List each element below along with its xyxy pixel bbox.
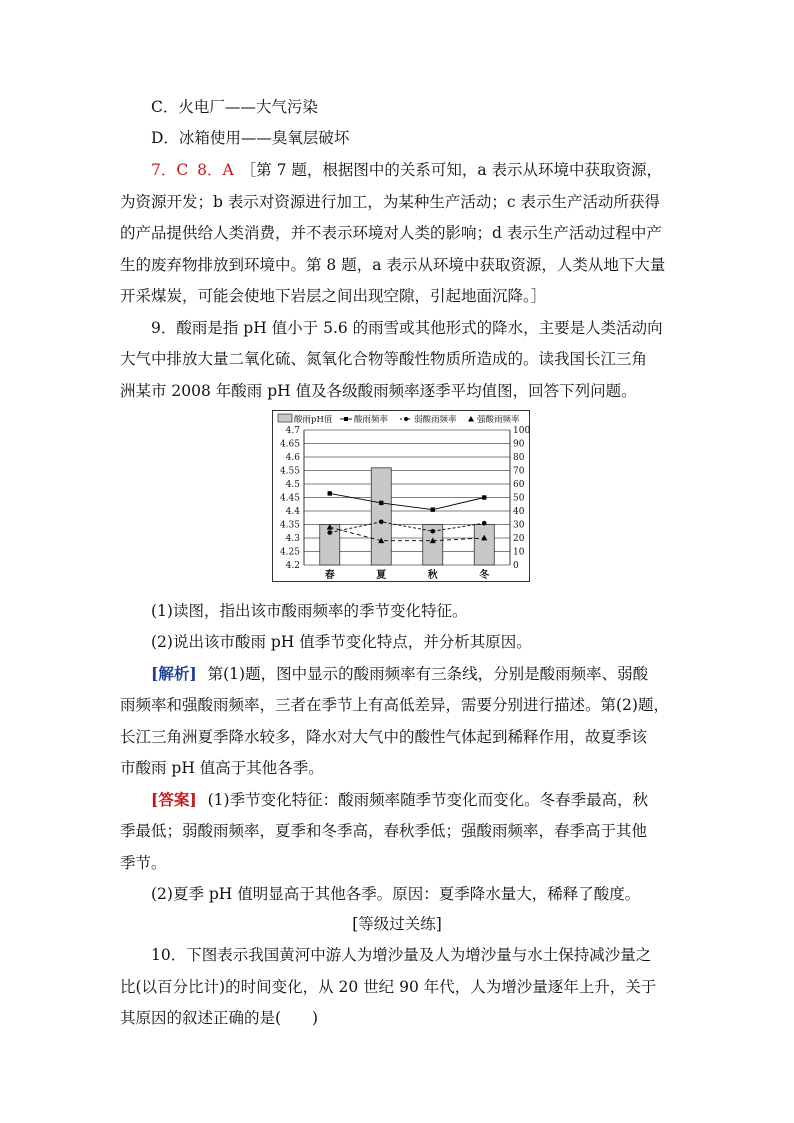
legend-marker-square	[344, 417, 348, 421]
x-category-label: 夏	[376, 570, 387, 581]
q9-stem: 大气中排放大量二氧化硫、氮氧化合物等酸性物质所造成的。读我国长江三角	[120, 350, 648, 368]
q7-q8-explanation: 生的废弃物排放到环境中。第 8 题，a 表示从环境中获取资源，人类从地下大量	[120, 256, 666, 274]
analysis-text: 雨频率和强酸雨频率，三者在季节上有高低差异，需要分别进行描述。第(2)题，	[120, 696, 669, 714]
analysis-text: 第(1)题，图中显示的酸雨频率有三条线，分别是酸雨频率、弱酸	[207, 665, 649, 683]
series-line	[330, 522, 485, 533]
legend-marker-dot	[404, 417, 408, 421]
analysis-tag: [解析]	[151, 664, 197, 683]
q7-q8-explanation: 的产品提供给人类消费，并不表示环境对人类的影响；d 表示生产活动过程中产	[120, 224, 662, 242]
y-left-tick-label: 4.55	[279, 466, 300, 477]
series-point-square	[328, 491, 332, 495]
legend-label: 酸雨pH值	[294, 415, 333, 425]
y-left-tick-label: 4.5	[285, 480, 300, 490]
series-point-square	[431, 507, 435, 511]
y-right-tick-label: 60	[513, 480, 525, 490]
analysis-text: 长江三角洲夏季降水较多，降水对大气中的酸性气体起到稀释作用，故夏季该	[120, 728, 648, 746]
q7-q8-answer-line	[151, 160, 711, 180]
legend-label: 酸雨频率	[354, 415, 389, 425]
y-left-tick-label: 4.45	[279, 493, 300, 504]
y-left-tick-label: 4.4	[285, 507, 300, 517]
y-right-tick-label: 70	[513, 466, 525, 477]
q10-stem: 10．下图表示我国黄河中游人为增沙量及人为增沙量与水土保持减沙量之	[151, 946, 652, 964]
answer-line	[151, 790, 711, 810]
q9-subquestion-2: (2)说出该市酸雨 pH 值季节变化特点，并分析其原因。	[151, 633, 532, 651]
series-line	[330, 527, 485, 541]
series-point-dot	[430, 529, 435, 534]
acid-rain-chart	[272, 410, 530, 582]
analysis-line	[151, 664, 711, 684]
q7-q8-explanation: 开采煤炭，可能会使地下岩层之间出现空隙，引起地面沉降。］	[120, 287, 547, 305]
y-right-tick-label: 10	[513, 547, 525, 558]
chart-plot	[280, 426, 530, 581]
answer-text: 季最低；弱酸雨频率，夏季和冬季高，春秋季低；强酸雨频率，春季高于其他	[120, 822, 648, 840]
q7-q8-explanation: 为资源开发；b 表示对资源进行加工，为某种生产活动；c 表示生产活动所获得	[120, 193, 660, 211]
q9-stem: 9．酸雨是指 pH 值小于 5.6 的雨雪或其他形式的降水，主要是人类活动向	[151, 319, 663, 337]
q9-subquestion-1: (1)读图，指出该市酸雨频率的季节变化特征。	[151, 602, 468, 620]
x-category-label: 秋	[427, 570, 438, 581]
y-right-tick-label: 30	[513, 520, 525, 531]
legend-marker-triangle	[468, 416, 474, 422]
y-right-tick-label: 100	[513, 426, 530, 436]
option-c: C．火电厂——大气污染	[151, 98, 318, 116]
y-left-tick-label: 4.35	[279, 520, 300, 531]
series-point-dot	[482, 521, 487, 526]
y-right-tick-label: 50	[513, 493, 525, 504]
ph-bar	[371, 468, 391, 565]
section-title: [等级过关练]	[352, 915, 442, 933]
y-left-tick-label: 4.2	[285, 561, 300, 571]
chart-legend	[278, 414, 520, 425]
q7-answer: 7．C	[151, 161, 189, 179]
y-left-tick-label: 4.6	[285, 453, 300, 463]
answer-text: 季节。	[120, 854, 167, 872]
ph-bar	[474, 525, 494, 566]
y-left-tick-label: 4.3	[285, 534, 300, 544]
y-right-tick-label: 80	[513, 453, 525, 463]
series-point-square	[482, 495, 486, 499]
q9-stem: 洲某市 2008 年酸雨 pH 值及各级酸雨频率逐季平均值图，回答下列问题。	[120, 382, 637, 400]
series-point-dot	[327, 530, 332, 535]
analysis-text: 市酸雨 pH 值高于其他各季。	[120, 759, 324, 777]
x-category-label: 春	[324, 570, 335, 581]
series-line	[330, 493, 485, 509]
y-right-tick-label: 90	[513, 439, 525, 450]
legend-swatch-bar	[278, 414, 292, 422]
y-left-tick-label: 4.7	[285, 426, 300, 436]
y-right-tick-label: 40	[513, 507, 525, 517]
answer-text-2: (2)夏季 pH 值明显高于其他各季。原因：夏季降水量大，稀释了酸度。	[151, 885, 641, 903]
q10-stem: 其原因的叙述正确的是( )	[120, 1009, 319, 1027]
answer-text: (1)季节变化特征：酸雨频率随季节变化而变化。冬春季最高，秋	[207, 791, 649, 809]
q8-answer: 8．A	[197, 161, 234, 179]
legend-label: 弱酸雨频率	[414, 415, 457, 425]
series-point-dot	[379, 520, 384, 525]
x-category-label: 冬	[479, 570, 490, 581]
y-left-tick-label: 4.65	[279, 439, 300, 450]
y-right-tick-label: 20	[513, 534, 525, 544]
q10-stem: 比(以百分比计)的时间变化，从 20 世纪 90 年代，人为增沙量逐年上升，关于	[120, 978, 657, 996]
series-point-square	[379, 501, 383, 505]
answer-tag: [答案]	[151, 790, 197, 809]
legend-label: 强酸雨频率	[477, 415, 520, 425]
q7-q8-explanation-start: ［第 7 题，根据图中的关系可知，a 表示从环境中获取资源，	[240, 161, 663, 179]
option-d: D．冰箱使用——臭氧层破坏	[151, 129, 350, 147]
y-right-tick-label: 0	[513, 561, 519, 571]
y-left-tick-label: 4.25	[279, 547, 300, 558]
